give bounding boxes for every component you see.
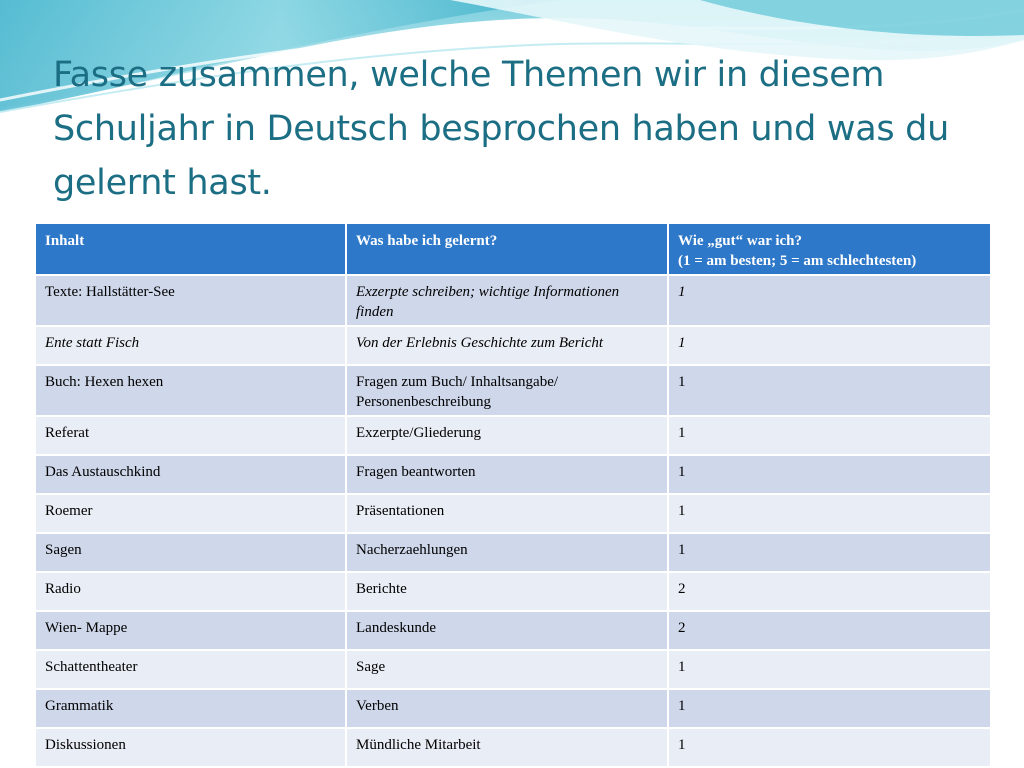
cell-content: Referat	[35, 416, 346, 455]
cell-rating: 1	[668, 650, 991, 689]
header-learned: Was habe ich gelernt?	[346, 223, 668, 275]
header-rating	[668, 223, 991, 275]
cell-rating: 1	[668, 275, 991, 326]
cell-rating: 2	[668, 611, 991, 650]
cell-learned: Nacherzaehlungen	[346, 533, 668, 572]
cell-content: Wien- Mappe	[35, 611, 346, 650]
cell-content: Roemer	[35, 494, 346, 533]
header-content: Inhalt	[35, 223, 346, 275]
cell-rating: 1	[668, 494, 991, 533]
cell-learned: Mündliche Mitarbeit	[346, 728, 668, 767]
table-row	[35, 728, 991, 767]
table-row	[35, 650, 991, 689]
summary-table	[34, 222, 992, 768]
cell-content: Diskussionen	[35, 728, 346, 767]
cell-learned: Von der Erlebnis Geschichte zum Bericht	[346, 326, 668, 365]
cell-content: Das Austauschkind	[35, 455, 346, 494]
cell-content: Ente statt Fisch	[35, 326, 346, 365]
cell-learned: Verben	[346, 689, 668, 728]
table-row	[35, 494, 991, 533]
cell-rating: 1	[668, 533, 991, 572]
cell-rating: 1	[668, 326, 991, 365]
cell-rating: 1	[668, 416, 991, 455]
cell-content: Sagen	[35, 533, 346, 572]
cell-learned: Exzerpte/Gliederung	[346, 416, 668, 455]
table-row	[35, 416, 991, 455]
cell-rating: 1	[668, 689, 991, 728]
cell-learned: Fragen beantworten	[346, 455, 668, 494]
table-row	[35, 611, 991, 650]
cell-content: Texte: Hallstätter-See	[35, 275, 346, 326]
cell-learned: Berichte	[346, 572, 668, 611]
cell-learned: Sage	[346, 650, 668, 689]
cell-learned: Fragen zum Buch/ Inhaltsangabe/ Personenbeschreibung	[346, 365, 668, 416]
table-header-row	[35, 223, 991, 275]
table-row	[35, 275, 991, 326]
cell-learned: Präsentationen	[346, 494, 668, 533]
cell-learned: Exzerpte schreiben; wichtige Informationen finden	[346, 275, 668, 326]
cell-rating: 1	[668, 365, 991, 416]
cell-rating: 1	[668, 455, 991, 494]
cell-rating: 2	[668, 572, 991, 611]
slide-title: Fasse zusammen, welche Themen wir in diesem Schuljahr in Deutsch besprochen haben und was du gelernt hast.	[53, 55, 949, 203]
table-row	[35, 533, 991, 572]
cell-content: Radio	[35, 572, 346, 611]
cell-learned: Landeskunde	[346, 611, 668, 650]
cell-content: Grammatik	[35, 689, 346, 728]
cell-rating: 1	[668, 728, 991, 767]
table-row	[35, 572, 991, 611]
table-row	[35, 455, 991, 494]
table-row	[35, 365, 991, 416]
table-row	[35, 689, 991, 728]
header-rating-line2: (1 = am besten; 5 = am schlechtesten)	[678, 253, 917, 269]
table-row	[35, 326, 991, 365]
cell-content: Schattentheater	[35, 650, 346, 689]
header-rating-line1: Wie „gut“ war ich?	[678, 233, 803, 249]
cell-content: Buch: Hexen hexen	[35, 365, 346, 416]
